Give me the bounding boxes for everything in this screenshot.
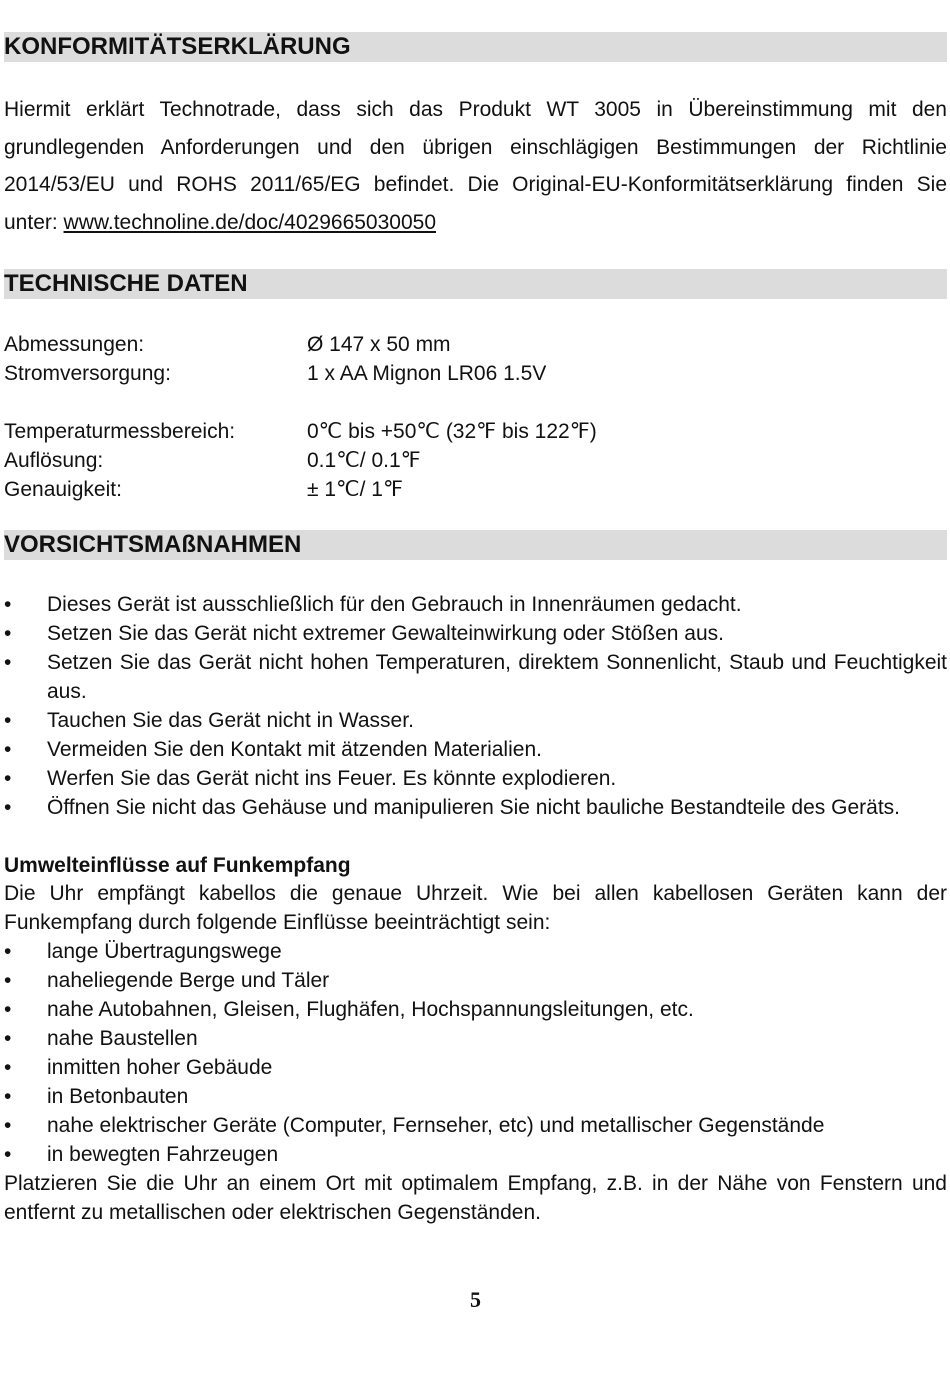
list-item: [4, 1053, 947, 1082]
bullet-icon: •: [4, 796, 12, 819]
list-item: [4, 1082, 947, 1111]
list-item-text: Öffnen Sie nicht das Gehäuse und manipulieren Sie nicht bauliche Bestandteile des Geräts.: [47, 796, 900, 819]
technical-data-heading: TECHNISCHE DATEN: [4, 269, 947, 299]
list-item-text: nahe elektrischer Geräte (Computer, Fernseher, etc) und metallischer Gegenstände: [47, 1114, 825, 1137]
spec-label: Stromversorgung:: [4, 362, 171, 385]
bullet-icon: •: [4, 593, 12, 616]
bullet-icon: •: [4, 940, 12, 963]
list-item-text: in Betonbauten: [47, 1085, 189, 1108]
list-item-text: nahe Autobahnen, Gleisen, Flughäfen, Hochspannungsleitungen, etc.: [47, 998, 694, 1021]
spec-value: 1 x AA Mignon LR06 1.5V: [307, 362, 547, 385]
list-item-text: Dieses Gerät ist ausschließlich für den Gebrauch in Innenräumen gedacht.: [47, 593, 742, 616]
precautions-heading: VORSICHTSMAßNAHMEN: [4, 530, 947, 560]
list-item-text: Werfen Sie das Gerät nicht ins Feuer. Es könnte explodieren.: [47, 767, 617, 790]
spec-row: [4, 475, 947, 504]
spec-label: Abmessungen:: [4, 333, 145, 356]
spec-row: [4, 330, 947, 359]
radio-influences-list: [4, 937, 947, 1169]
spec-row: [4, 359, 947, 388]
list-item: [4, 1024, 947, 1053]
spec-value: 0.1℃/ 0.1℉: [307, 449, 421, 472]
conformity-heading: KONFORMITÄTSERKLÄRUNG: [4, 32, 947, 62]
spec-label: Genauigkeit:: [4, 478, 122, 501]
bullet-icon: •: [4, 738, 12, 761]
page-number: 5: [470, 1287, 481, 1312]
conformity-body: Hiermit erklärt Technotrade, dass sich das Produkt WT 3005 in Übereinstimmung mit den grundlegenden Anforderungen und den übrigen einschlägigen Bestimmungen der Richtlinie 2014/53/EU und ROHS 2011/65/EG befindet. Die Original-EU-Konformitätserklärung finden Sie unter:: [4, 98, 947, 234]
spec-label: Temperaturmessbereich:: [4, 420, 236, 443]
conformity-text: [4, 91, 947, 241]
list-item-text: Setzen Sie das Gerät nicht extremer Gewalteinwirkung oder Stößen aus.: [47, 622, 725, 645]
spec-value: ± 1℃/ 1℉: [307, 478, 403, 501]
bullet-icon: •: [4, 1085, 12, 1108]
list-item: [4, 1140, 947, 1169]
bullet-icon: •: [4, 767, 12, 790]
list-item-text: in bewegten Fahrzeugen: [47, 1143, 279, 1166]
list-item-text: inmitten hoher Gebäude: [47, 1056, 273, 1079]
list-item-text: Tauchen Sie das Gerät nicht in Wasser.: [47, 709, 414, 732]
list-item: [4, 706, 947, 735]
bullet-icon: •: [4, 622, 12, 645]
list-item: [4, 735, 947, 764]
list-item: [4, 937, 947, 966]
bullet-icon: •: [4, 998, 12, 1021]
list-item: [4, 764, 947, 793]
conformity-link[interactable]: www.technoline.de/doc/4029665030050: [63, 210, 437, 234]
list-item-text: naheliegende Berge und Täler: [47, 969, 330, 992]
list-item-text: Vermeiden Sie den Kontakt mit ätzenden Materialien.: [47, 738, 542, 761]
bullet-icon: •: [4, 651, 12, 674]
radio-reception-intro: Die Uhr empfängt kabellos die genaue Uhrzeit. Wie bei allen kabellosen Geräten kann der Funkempfang durch folgende Einflüsse beeinträchtigt sein:: [4, 882, 947, 934]
list-item-text: Setzen Sie das Gerät nicht hohen Temperaturen, direktem Sonnenlicht, Staub und Feuchtigkeit aus.: [47, 651, 947, 703]
list-item: [4, 619, 947, 648]
radio-reception-heading: Umwelteinflüsse auf Funkempfang: [4, 854, 351, 877]
spec-row: [4, 417, 947, 446]
list-item-text: lange Übertragungswege: [47, 940, 282, 963]
list-item: [4, 590, 947, 619]
bullet-icon: •: [4, 969, 12, 992]
spec-value: 0℃ bis +50℃ (32℉ bis 122℉): [307, 420, 597, 443]
spec-value: Ø 147 x 50 mm: [307, 333, 451, 356]
list-item: [4, 793, 947, 822]
list-item: [4, 995, 947, 1024]
list-item: [4, 648, 947, 706]
bullet-icon: •: [4, 1027, 12, 1050]
bullet-icon: •: [4, 1114, 12, 1137]
list-item-text: nahe Baustellen: [47, 1027, 198, 1050]
bullet-icon: •: [4, 709, 12, 732]
bullet-icon: •: [4, 1056, 12, 1079]
radio-reception-advice: Platzieren Sie die Uhr an einem Ort mit optimalem Empfang, z.B. in der Nähe von Fenstern und entfernt zu metallischen oder elektrischen Gegenständen.: [4, 1172, 947, 1224]
spec-row: [4, 446, 947, 475]
spec-label: Auflösung:: [4, 449, 104, 472]
bullet-icon: •: [4, 1143, 12, 1166]
list-item: [4, 1111, 947, 1140]
list-item: [4, 966, 947, 995]
precautions-list: [4, 590, 947, 822]
